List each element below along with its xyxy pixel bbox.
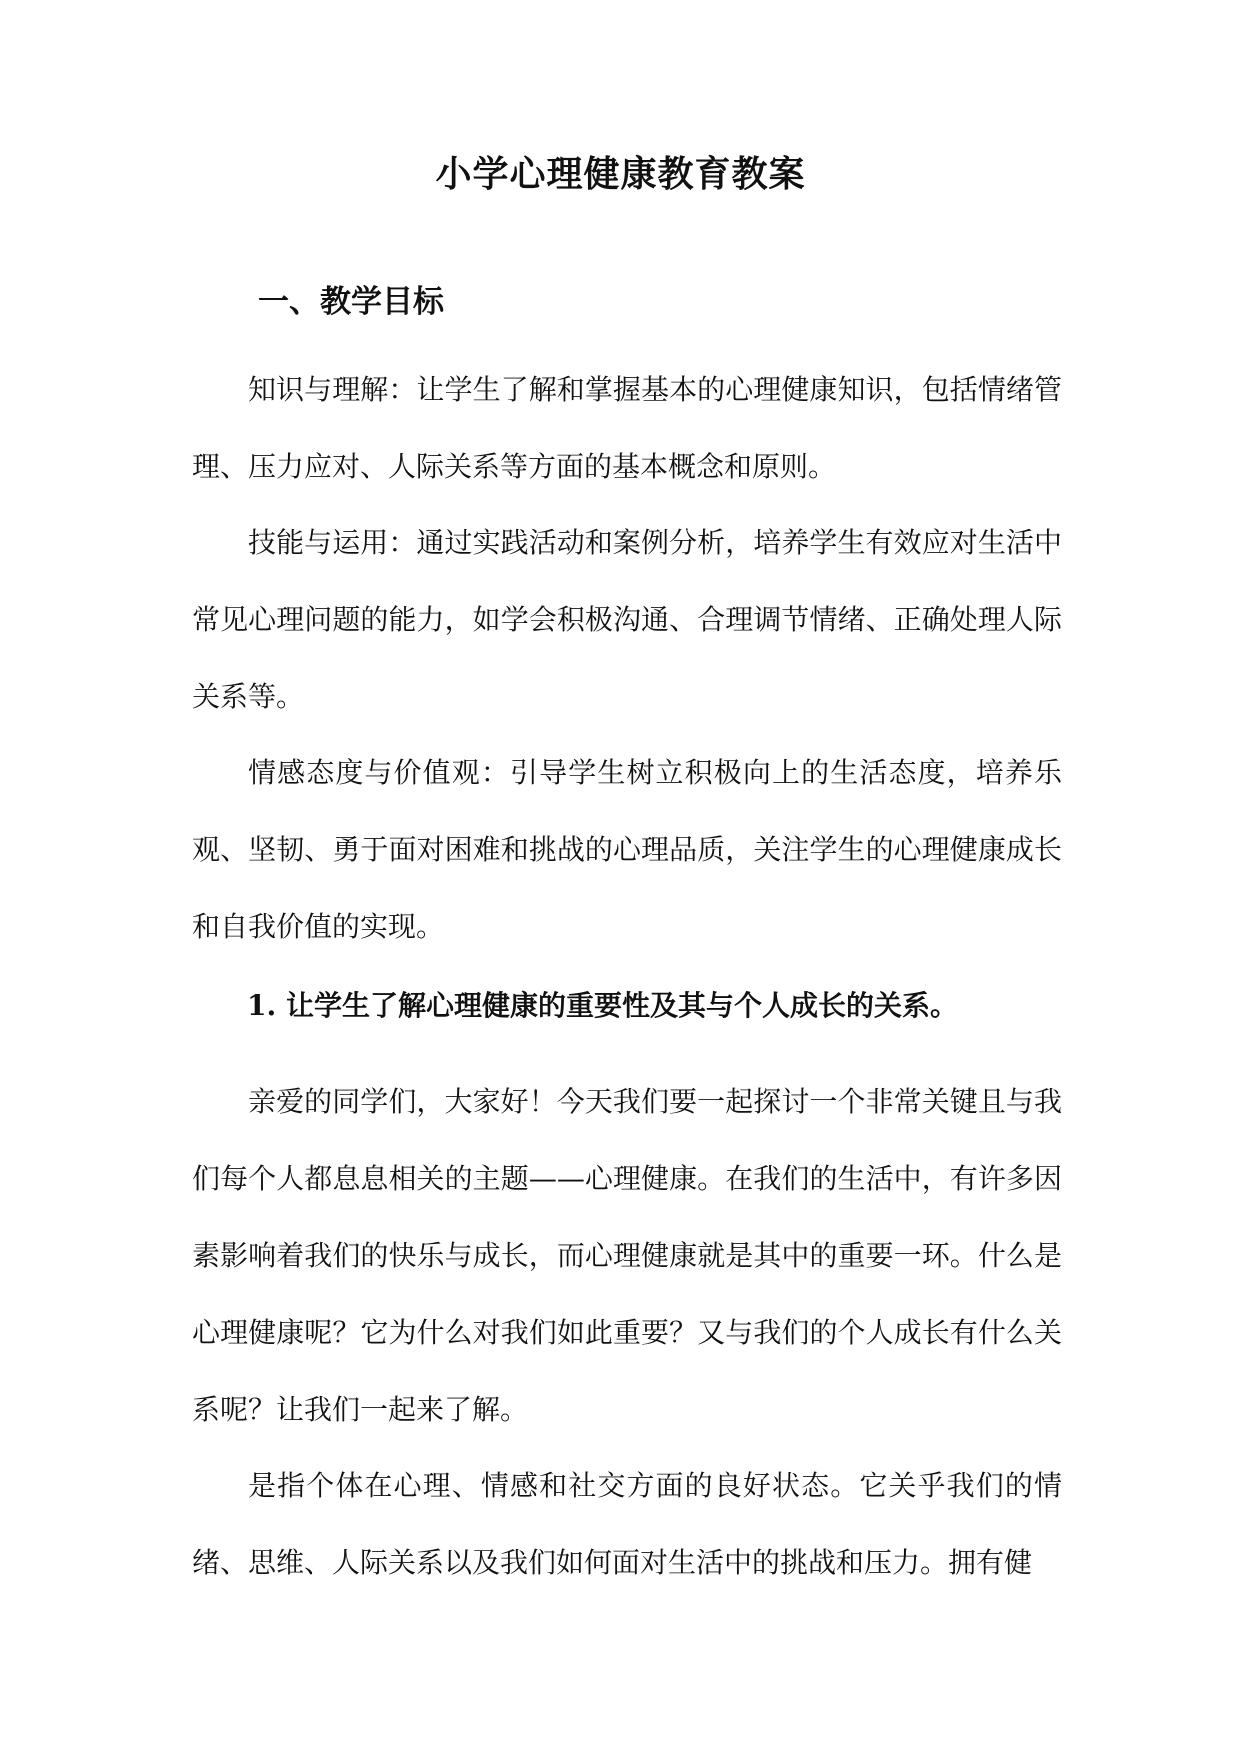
paragraph-emotion-values: 情感态度与价值观：引导学生树立积极向上的生活态度，培养乐观、坚韧、勇于面对困难和挑战的心理品质，关注学生的心理健康成长和自我价值的实现。	[192, 756, 1062, 943]
section-heading-importance: 1. 让学生了解心理健康的重要性及其与个人成长的关系。	[247, 989, 958, 1022]
paragraph-skills-application: 技能与运用：通过实践活动和案例分析，培养学生有效应对生活中常见心理问题的能力，如学会积极沟通、合理调节情绪、正确处理人际关系等。	[192, 526, 1062, 713]
paragraph-knowledge-understanding: 知识与理解：让学生了解和掌握基本的心理健康知识，包括情绪管理、压力应对、人际关系等方面的基本概念和原则。	[192, 373, 1062, 483]
section-heading-teaching-goals: 一、教学目标	[258, 284, 444, 320]
paragraph-definition: 是指个体在心理、情感和社交方面的良好状态。它关乎我们的情绪、思维、人际关系以及我们如何面对生活中的挑战和压力。拥有健	[192, 1469, 1062, 1579]
document-title: 小学心理健康教育教案	[435, 153, 806, 195]
paragraph-intro-greeting: 亲爱的同学们，大家好！今天我们要一起探讨一个非常关键且与我们每个人都息息相关的主题——心理健康。在我们的生活中，有许多因素影响着我们的快乐与成长，而心理健康就是其中的重要一环。什么是心理健康呢？它为什么对我们如此重要？又与我们的个人成长有什么关系呢？让我们一起来了解。	[192, 1085, 1062, 1426]
